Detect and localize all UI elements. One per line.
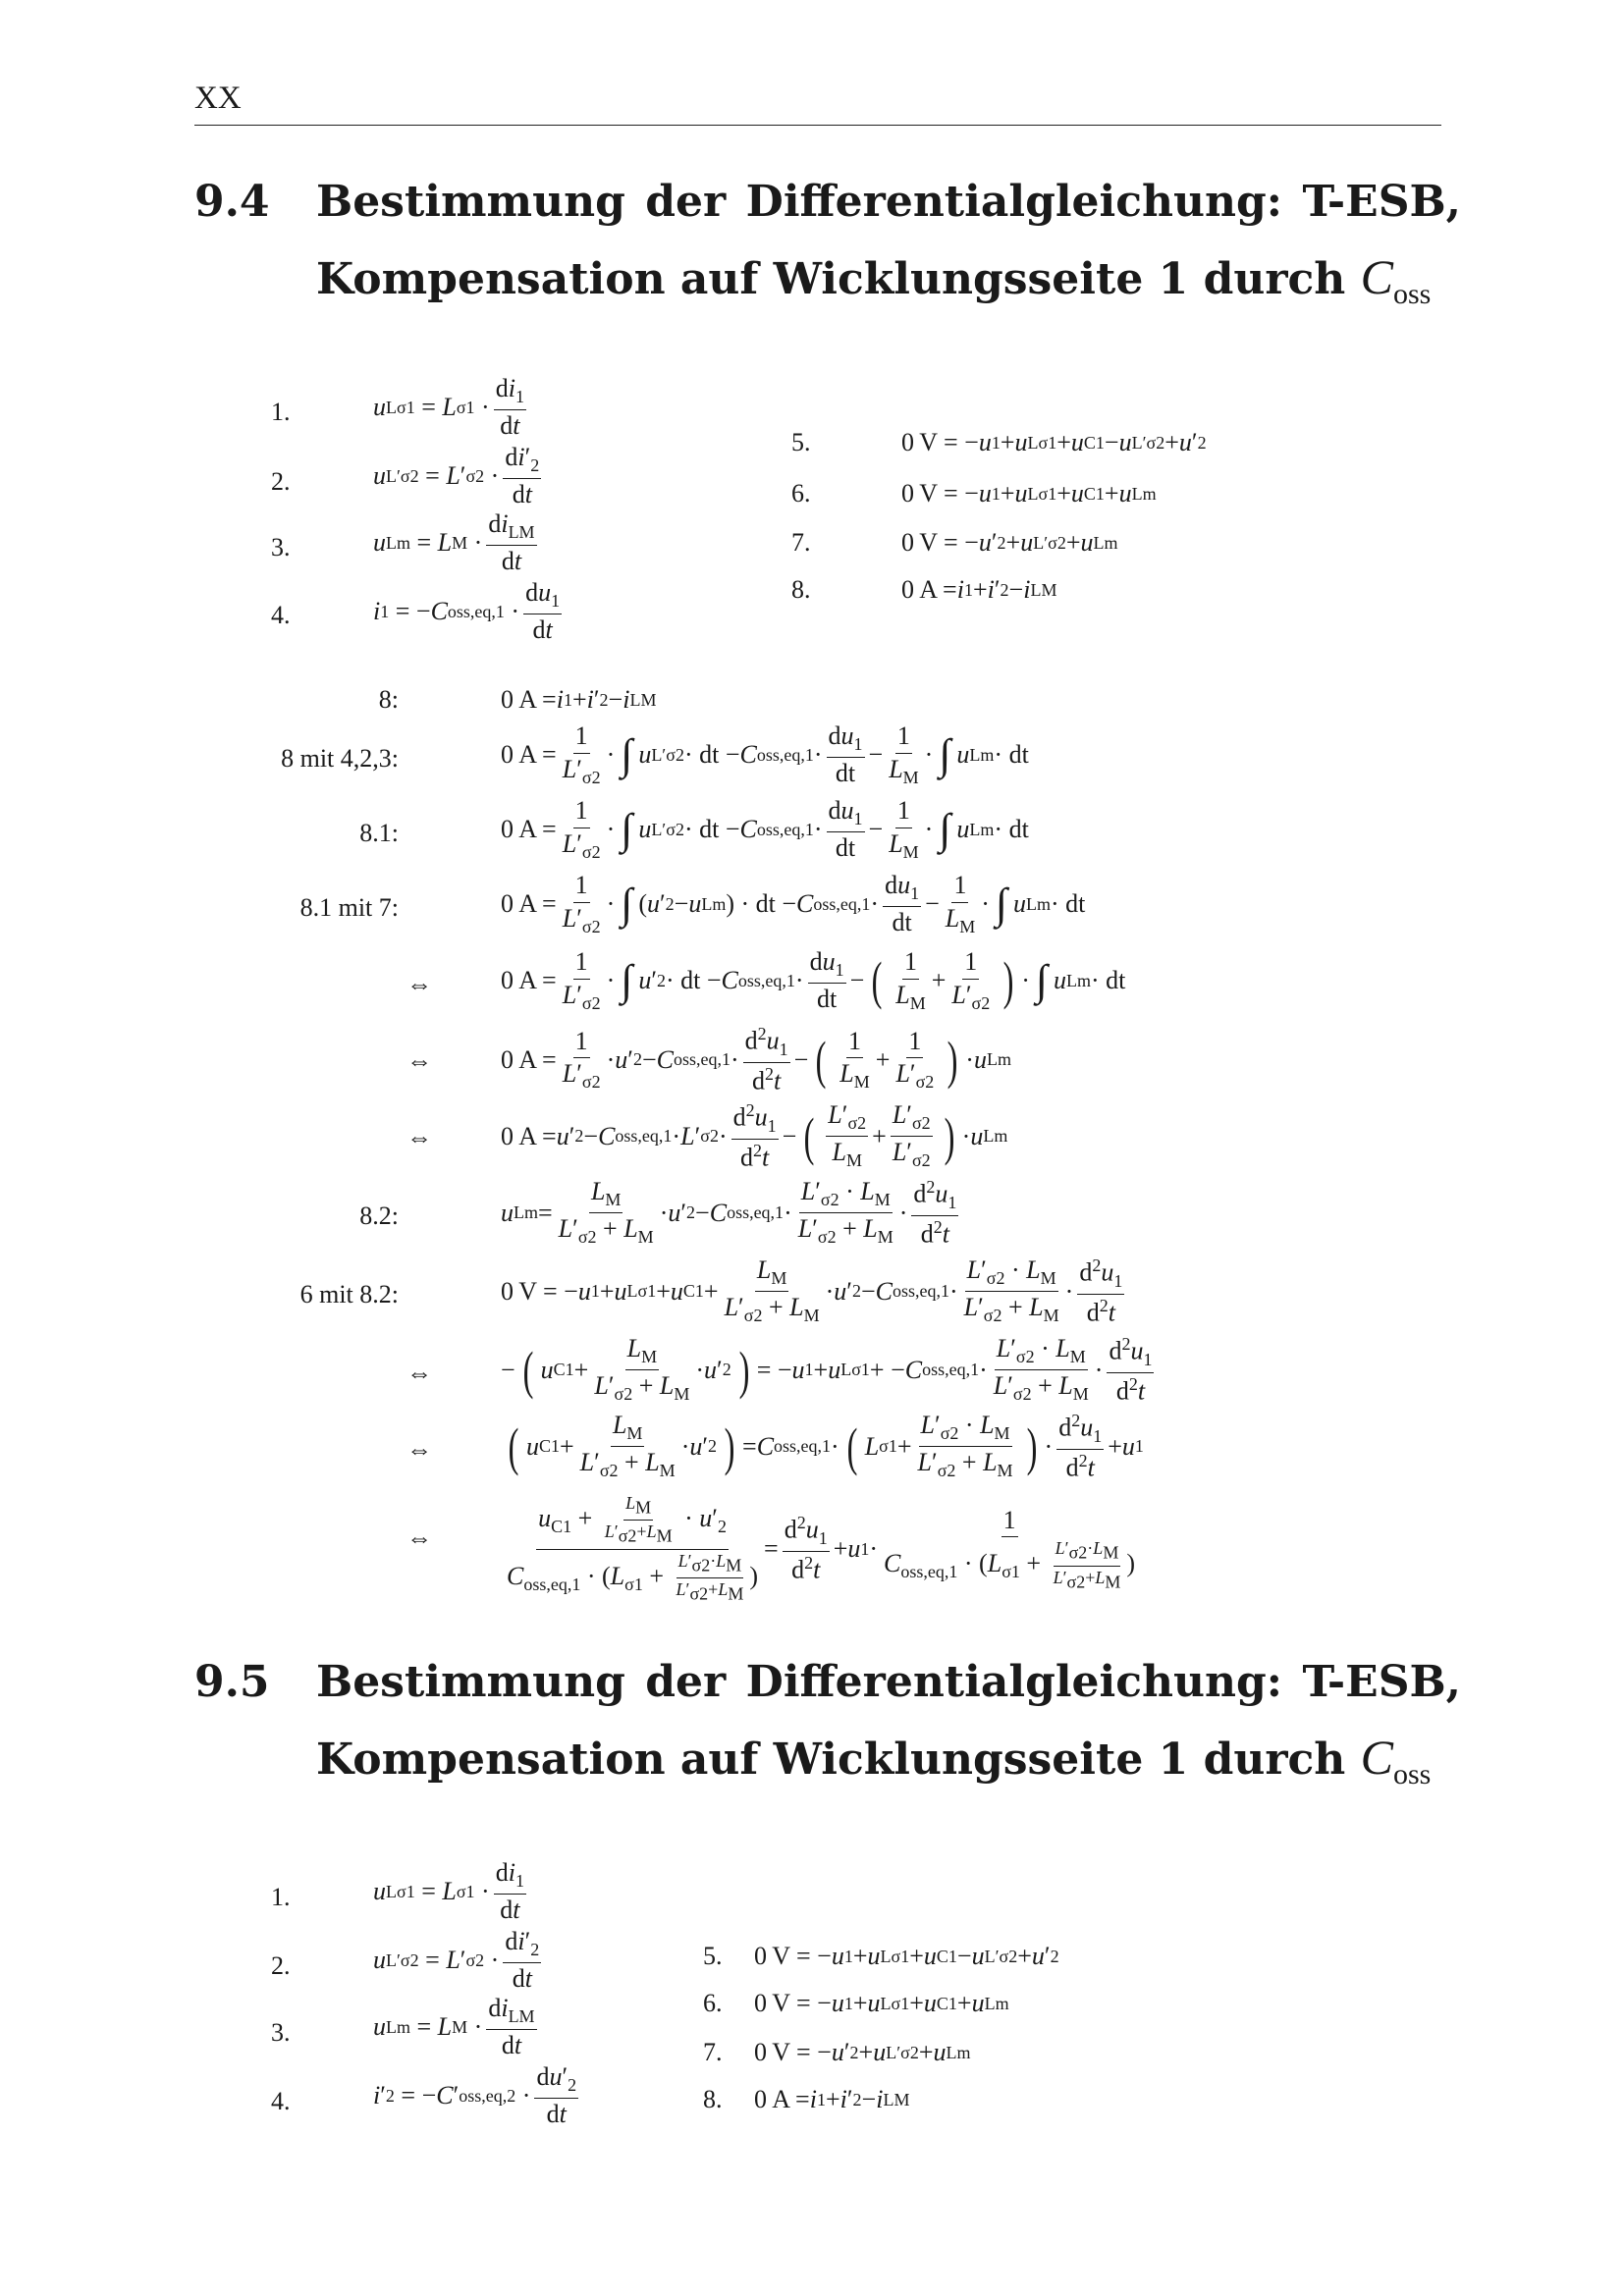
- equation-6: 0 V = − u 1 + u Lσ1 + u C1 + u Lm: [901, 479, 1157, 507]
- list-number: 1.: [271, 398, 291, 426]
- section-title-line1: Bestimmung der Differentialgleichung: T-ESB,: [316, 1657, 1461, 1707]
- derivation-label: ⇔: [406, 1523, 432, 1552]
- derivation-step: 0 A = i 1 + i ′ 2 − i LM: [501, 685, 657, 714]
- derivation-step: 0 V = − u 1 + u Lσ1 + u C1 + $\frac{L_M}{L'_{\sigma 2} + L_M}$ · u ′ 2 − C oss,eq,1 · $\frac{L'_{\sigma 2} \cdot L_M}{L'_{\sigma 2} + L_M}$ · $\frac{d^2u_1}{d^2t}$: [501, 1255, 1123, 1327]
- derivation-step: 0 A = $\frac{1}{L'_{\sigma 2}}$ · ∫ u L′σ2 · dt − C oss,eq,1 · $\frac{du_1}{dt}$ − $\frac{1}{L_M}$ · ∫ u Lm · dt: [501, 721, 1029, 787]
- equation-3: u Lm = L M · $\frac{di_{LM}}{dt}$: [373, 509, 535, 575]
- equation-8: 0 A = i 1 + i ′ 2 − i LM: [754, 2085, 910, 2113]
- list-number: 7.: [791, 528, 811, 557]
- equation-7: 0 V = − u ′ 2 + u L′σ2 + u Lm: [901, 528, 1118, 557]
- derivation-step: $u_{C1}$ + $\frac{L_M}{L'_{\sigma 2}+L_M}$ · $u'_2$ $C_{oss,eq,1} \cdot (L_{\sigma 1}$ + $\frac{L'_{\sigma 2}\cdot L_M}{L'_{\sigma 2}+L_M}$ ) = $\frac{d^2u_1}{d^2t}$ + u 1 · 1 $C_{oss,eq,1} \cdot (L_{\sigma 1}$ + $\frac{L'_{\sigma 2}\cdot L_M}{L'_{\sigma 2}+L_M}$ ): [507, 1493, 1136, 1604]
- equation-2: u L′σ2 = L ′ σ2 · $\frac{di'_2}{dt}$: [373, 1927, 540, 1993]
- derivation-label: 8:: [378, 685, 399, 714]
- derivation-step: 0 A = $\frac{1}{L'_{\sigma 2}}$ · u ′ 2 − C oss,eq,1 · $\frac{d^2u_1}{d^2t}$ − ( $\frac{1}{L_M}$ + $\frac{1}{L'_{\sigma 2}}$ ) · u Lm: [501, 1024, 1011, 1095]
- list-number: 2.: [271, 467, 291, 496]
- list-number: 6.: [791, 479, 811, 507]
- list-number: 2.: [271, 1951, 291, 1980]
- derivation-label: ⇔: [406, 1359, 432, 1387]
- list-number: 4.: [271, 2087, 291, 2115]
- derivation-step: 0 A = $\frac{1}{L'_{\sigma 2}}$ · ∫ u ′ 2 · dt − C oss,eq,1 · $\frac{du_1}{dt}$ − ( $\frac{1}{L_M}$ + $\frac{1}{L'_{\sigma 2}}$ ) · ∫ u Lm · dt: [501, 947, 1126, 1013]
- derivation-label: ⇔: [406, 970, 432, 998]
- list-number: 8.: [703, 2085, 723, 2113]
- equation-7: 0 V = − u ′ 2 + u L′σ2 + u Lm: [754, 2038, 971, 2066]
- list-number: 3.: [271, 533, 291, 561]
- section-title-line1: Bestimmung der Differentialgleichung: T-ESB,: [316, 177, 1461, 227]
- derivation-step: 0 A = u ′ 2 − C oss,eq,1 · L ′ σ2 · $\frac{d^2u_1}{d^2t}$ − ( $\frac{L'_{\sigma 2}}{L_M}$ + $\frac{L'_{\sigma 2}}{L'_{\sigma 2}}$ ) · u Lm: [501, 1100, 1008, 1172]
- derivation-step: − ( u C1 + $\frac{L_M}{L'_{\sigma 2} + L_M}$ · u ′ 2 ) = − u 1 + u Lσ1 + − C oss,eq,1 · $\frac{L'_{\sigma 2} \cdot L_M}{L'_{\sigma 2} + L_M}$ · $\frac{d^2u_1}{d^2t}$: [501, 1334, 1153, 1406]
- derivation-step: 0 A = $\frac{1}{L'_{\sigma 2}}$ · ∫ ( u ′ 2 − u Lm ) · dt − C oss,eq,1 · $\frac{du_1}{dt}$ − $\frac{1}{L_M}$ · ∫ u Lm · dt: [501, 871, 1086, 936]
- derivation-label: ⇔: [406, 1435, 432, 1464]
- list-number: 4.: [271, 601, 291, 629]
- derivation-label: 8.1 mit 7:: [299, 893, 399, 922]
- derivation-label: ⇔: [406, 1046, 432, 1075]
- derivation-step: ( u C1 + $\frac{L_M}{L'_{\sigma 2} + L_M}$ · u ′ 2 ) = C oss,eq,1 · ( L σ1 + $\frac{L'_{\sigma 2} \cdot L_M}{L'_{\sigma 2} + L_M}$ ) · $\frac{d^2u_1}{d^2t}$ + u 1: [508, 1411, 1144, 1482]
- section-number: 9.4: [194, 177, 270, 227]
- equation-5: 0 V = − u 1 + u Lσ1 + u C1 − u L′σ2 + u ′ 2: [754, 1942, 1059, 1970]
- derivation-label: ⇔: [406, 1123, 432, 1151]
- derivation-label: 8.1:: [359, 819, 399, 847]
- equation-3: u Lm = L M · $\frac{di_{LM}}{dt}$: [373, 1994, 535, 2059]
- derivation-label: 8.2:: [359, 1201, 399, 1230]
- section-title-line2: Kompensation auf Wicklungsseite 1 durch $C_{oss}$: [316, 1730, 1432, 1790]
- list-number: 7.: [703, 2038, 723, 2066]
- list-number: 3.: [271, 2018, 291, 2047]
- equation-5: 0 V = − u 1 + u Lσ1 + u C1 − u L′σ2 + u ′ 2: [901, 428, 1207, 456]
- list-number: 6.: [703, 1989, 723, 2017]
- header-rule: [194, 125, 1441, 126]
- list-number: 1.: [271, 1883, 291, 1911]
- running-head: XX: [194, 80, 242, 116]
- derivation-step: 0 A = $\frac{1}{L'_{\sigma 2}}$ · ∫ u L′σ2 · dt − C oss,eq,1 · $\frac{du_1}{dt}$ − $\frac{1}{L_M}$ · ∫ u Lm · dt: [501, 796, 1029, 862]
- equation-6: 0 V = − u 1 + u Lσ1 + u C1 + u Lm: [754, 1989, 1009, 2017]
- derivation-label: 8 mit 4,2,3:: [281, 744, 399, 773]
- section-title-line2: Kompensation auf Wicklungsseite 1 durch $C_{oss}$: [316, 249, 1432, 310]
- equation-2: u L′σ2 = L ′ σ2 · $\frac{di'_2}{dt}$: [373, 443, 540, 508]
- equation-1: u Lσ1 = L σ1 · $\frac{di_1}{dt}$: [373, 374, 524, 440]
- list-number: 5.: [703, 1942, 723, 1970]
- equation-1: u Lσ1 = L σ1 · $\frac{di_1}{dt}$: [373, 1858, 524, 1924]
- section-number: 9.5: [194, 1657, 270, 1707]
- equation-4: i 1 = − C oss,eq,1 · $\frac{du_1}{dt}$: [373, 578, 561, 644]
- list-number: 5.: [791, 428, 811, 456]
- derivation-label: 6 mit 8.2:: [299, 1280, 399, 1308]
- derivation-step: u Lm = $\frac{L_M}{L'_{\sigma 2} + L_M}$ · u ′ 2 − C oss,eq,1 · $\frac{L'_{\sigma 2} \cdot L_M}{L'_{\sigma 2} + L_M}$ · $\frac{d^2u_1}{d^2t}$: [501, 1177, 957, 1249]
- equation-4: i ′ 2 = − C ′ oss,eq,2 · $\frac{du'_2}{dt}$: [373, 2062, 577, 2128]
- equation-8: 0 A = i 1 + i ′ 2 − i LM: [901, 575, 1057, 604]
- list-number: 8.: [791, 575, 811, 604]
